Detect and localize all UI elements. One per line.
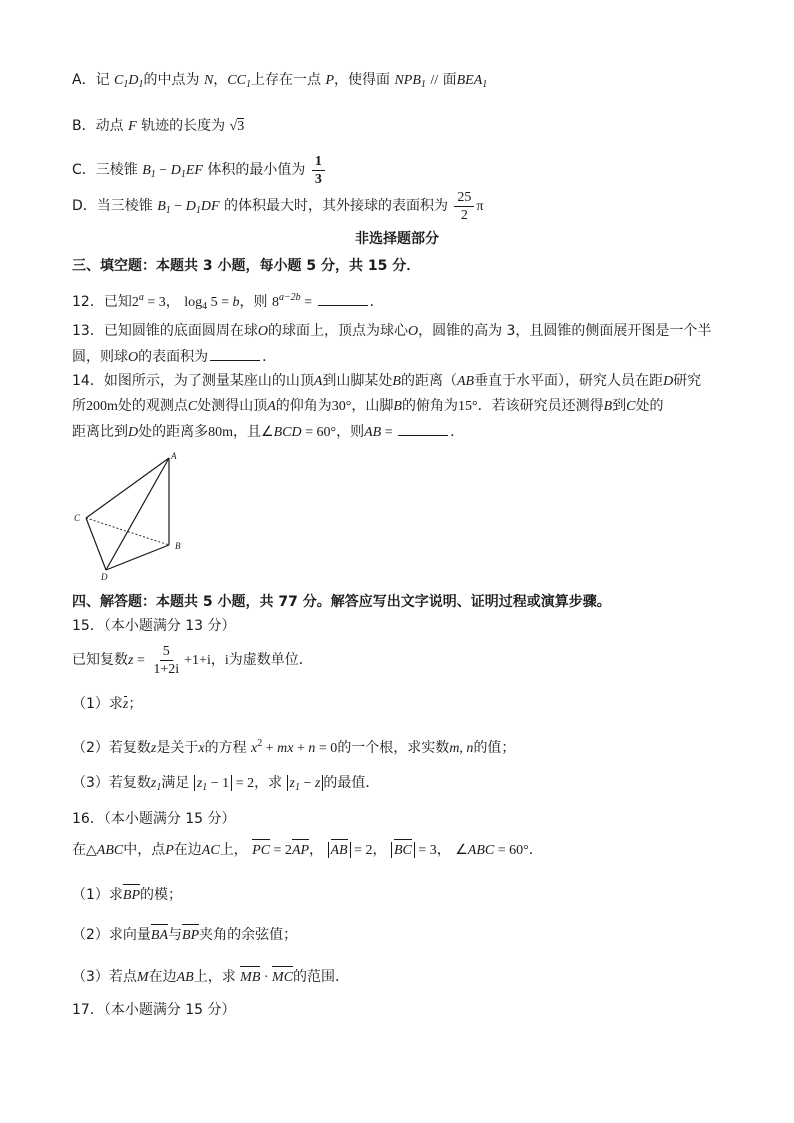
option-b: B．动点 F 轨迹的长度为 √3 [72, 118, 245, 134]
question-15-part-1: （1）求z； [72, 694, 142, 715]
edge-db [106, 545, 169, 570]
label-b: B [175, 541, 181, 551]
question-16-part-1: （1）求BP的模； [72, 885, 182, 906]
question-12: 12．已知$2^a = 3$， $\log_4 5 = b$，则 $8^{a-2b}$ = ． [72, 292, 384, 312]
question-15-part-2: （2）若复数z是关于x的方程 $x^2$ + mx + n = 0的一个根，求实数m, n的值； [72, 738, 516, 756]
edge-ac [86, 458, 169, 518]
question-16-part-2: （2）求向量BA与BP夹角的余弦值； [72, 925, 297, 946]
section3-heading: 三、填空题：本题共 3 小题，每小题 5 分，共 15 分． [72, 258, 421, 274]
answer-blank[interactable] [210, 346, 260, 361]
question-15-stem: 已知复数z = $\frac{5}{1+2i}$ +1+i，i为虚数单位． [72, 643, 313, 677]
question-13-line-1: 13．已知圆锥的底面圆周在球O的球面上，顶点为球心O，圆锥的高为 3，且圆锥的侧面展开图是一个半 [72, 323, 712, 339]
edge-cd [86, 518, 106, 570]
question-17-header: 17．（本小题满分 15 分） [72, 1002, 236, 1018]
answer-blank[interactable] [318, 291, 368, 306]
geometry-figure [68, 448, 198, 583]
label-d: D [101, 572, 108, 582]
question-14-line-3: 距离比到D处的距离多80m，且∠BCD = 60°，则AB = ． [72, 421, 464, 443]
question-15-part-3: （3）若复数$z_1$满足 $z_1 - 1 = 2$，求 $z_1 - z$ 的最值． [72, 775, 380, 793]
question-16-header: 16．（本小题满分 15 分） [72, 811, 236, 827]
option-d: D．当三棱锥 $B_1 - D_1DF$ 的体积最大时，其外接球的表面积为 $\frac{25}{2}$ π [72, 189, 484, 223]
section4-heading: 四、解答题：本题共 5 小题，共 77 分。解答应写出文字说明、证明过程或演算步骤。 [72, 594, 611, 610]
question-15-header: 15．（本小题满分 13 分） [72, 618, 236, 634]
question-14-line-1: 14．如图所示，为了测量某座山的山顶A到山脚某处B的距离（AB垂直于水平面），研究人员在距D研究 [72, 373, 702, 389]
question-13-line-2: 圆，则球O的表面积为 ． [72, 346, 276, 368]
answer-blank[interactable] [398, 421, 448, 436]
edge-ad [106, 458, 169, 570]
question-16-part-3: （3）若点M在边AB上，求 MB · MC的范围． [72, 967, 349, 988]
question-16-stem: 在△ABC中，点P在边AC上， PC = 2AP， AB = 2， BC = 3， ∠ABC = 60°． [72, 840, 543, 861]
label-c: C [74, 513, 81, 523]
option-a: A．记 $C_1D_1$的中点为 N，$CC_1$上存在一点 P，使得面 $NPB_1$ // 面$BEA_1$ [72, 72, 488, 90]
option-c: C．三棱锥 $B_1 - D_1EF$ 体积的最小值为 $\frac{1}{3}$ [72, 152, 327, 193]
section-title-non-choice: 非选择题部分 [355, 231, 439, 247]
label-a: A [171, 451, 177, 461]
question-14-line-2: 所200m处的观测点C处测得山顶A的仰角为30°，山脚B的俯角为15°．若该研究员还测得B到C处的 [72, 398, 664, 414]
